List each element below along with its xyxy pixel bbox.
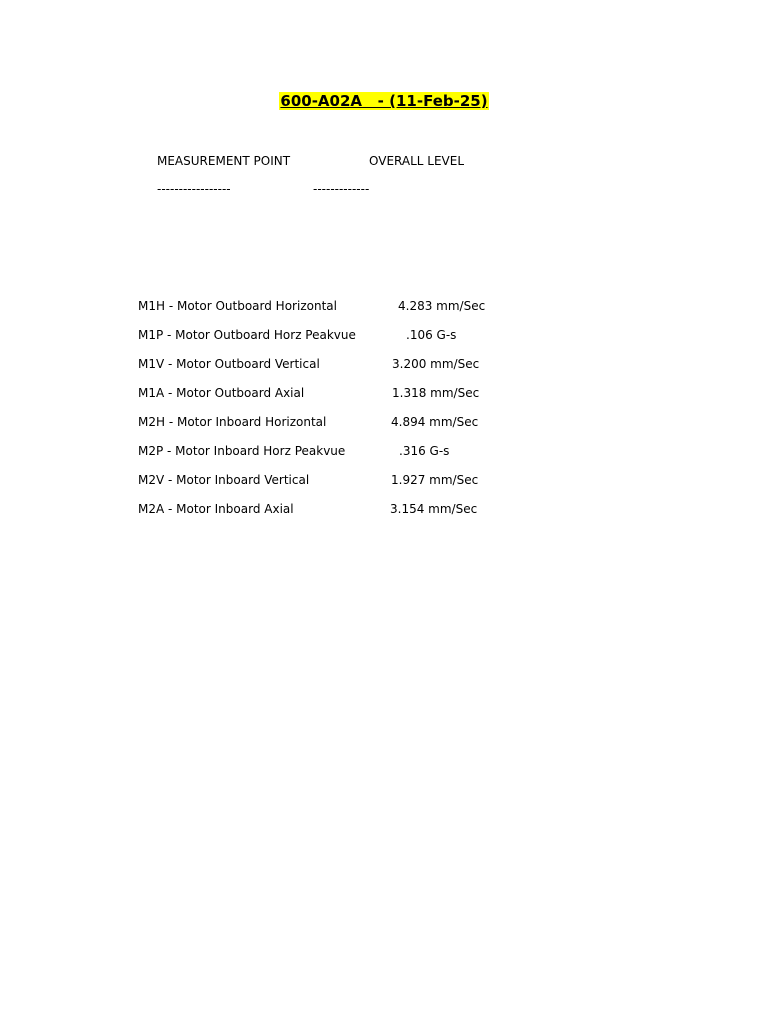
overall-level-underline: -------------	[313, 182, 370, 196]
overall-level-value: 4.894 mm/Sec	[391, 415, 479, 429]
highlighted-title: 600-A02A - (11-Feb-25)	[280, 92, 488, 110]
measurement-point: M2V - Motor Inboard Vertical	[138, 473, 310, 487]
measurement-row	[0, 501, 768, 530]
measurement-point: M1V - Motor Outboard Vertical	[138, 357, 320, 371]
measurement-point: M1P - Motor Outboard Horz Peakvue	[138, 328, 356, 342]
measurement-row	[0, 298, 768, 327]
measurement-row	[0, 356, 768, 385]
measurement-point: M2H - Motor Inboard Horizontal	[138, 415, 327, 429]
overall-level-value: 1.318 mm/Sec	[392, 386, 480, 400]
overall-level-value: 1.927 mm/Sec	[391, 473, 479, 487]
measurement-point: M1H - Motor Outboard Horizontal	[138, 299, 337, 313]
measurement-row	[0, 414, 768, 443]
measurement-point-underline: -----------------	[157, 182, 231, 196]
measurement-point: M2P - Motor Inboard Horz Peakvue	[138, 444, 346, 458]
overall-level-value: 3.200 mm/Sec	[392, 357, 480, 371]
measurement-row	[0, 472, 768, 501]
measurement-row	[0, 385, 768, 414]
measurement-point-header: MEASUREMENT POINT	[157, 154, 291, 168]
measurement-row	[0, 443, 768, 472]
overall-level-value: .106 G-s	[406, 328, 457, 342]
overall-level-value: 3.154 mm/Sec	[390, 502, 478, 516]
page-title	[0, 91, 768, 111]
measurement-list	[0, 298, 768, 530]
measurement-point: M1A - Motor Outboard Axial	[138, 386, 305, 400]
measurement-point: M2A - Motor Inboard Axial	[138, 502, 294, 516]
overall-level-value: 4.283 mm/Sec	[398, 299, 486, 313]
overall-level-value: .316 G-s	[399, 444, 450, 458]
measurement-row	[0, 327, 768, 356]
overall-level-header: OVERALL LEVEL	[369, 154, 465, 168]
